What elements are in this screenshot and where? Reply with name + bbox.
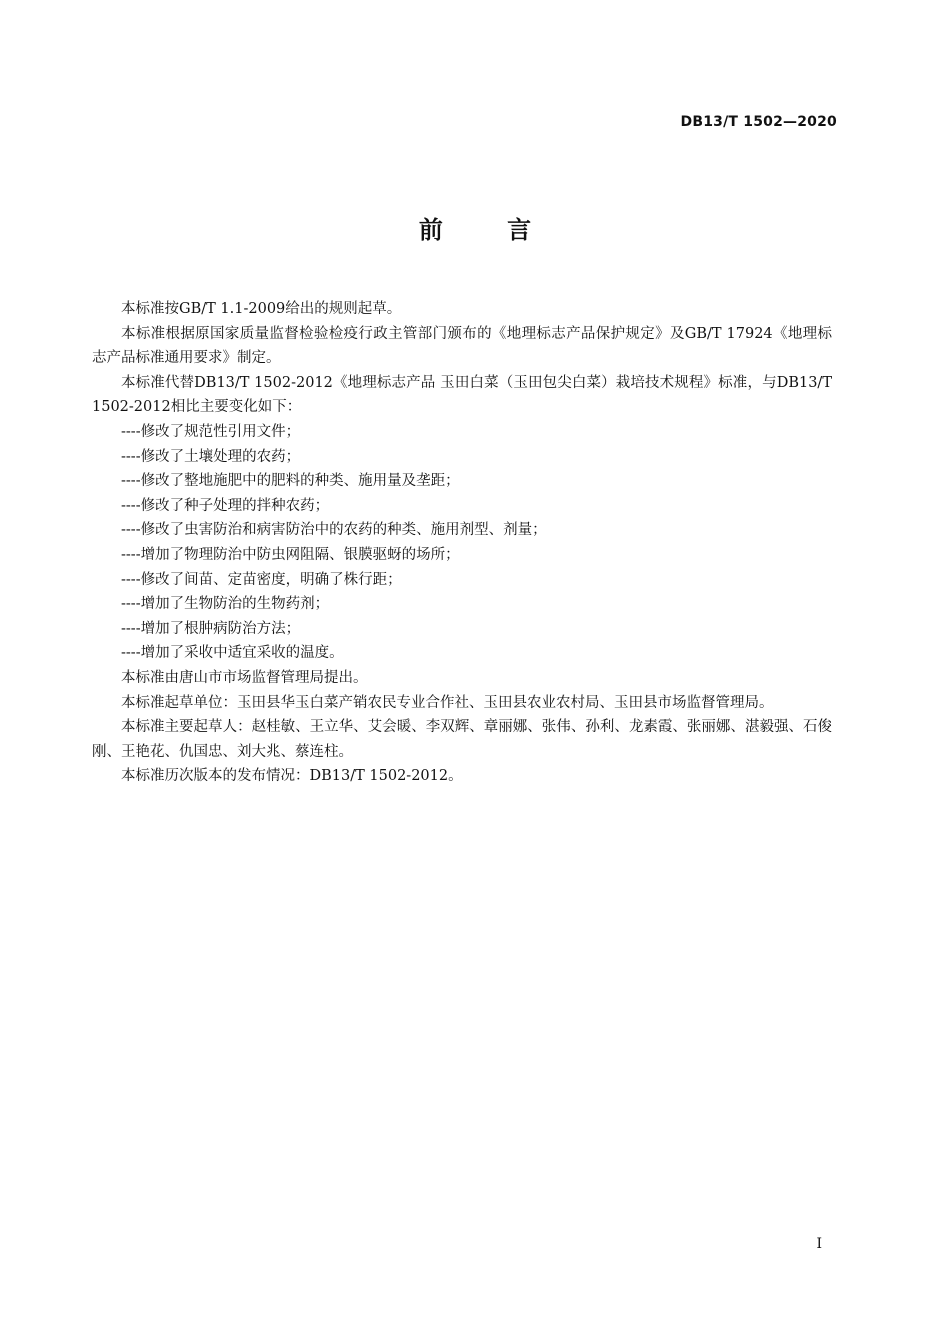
paragraph-drafting-rules: 本标准按GB/T 1.1-2009给出的规则起草。 bbox=[121, 301, 402, 317]
list-item: ----修改了整地施肥中的肥料的种类、施用量及垄距； bbox=[121, 473, 460, 490]
list-item: ----增加了生物防治的生物药剂； bbox=[121, 596, 330, 613]
paragraph-version-history: 本标准历次版本的发布情况：DB13/T 1502-2012。 bbox=[121, 768, 463, 785]
changes-list bbox=[92, 420, 832, 666]
paragraph-proposer: 本标准由唐山市市场监督管理局提出。 bbox=[121, 669, 368, 686]
list-item: ----增加了采收中适宜采收的温度。 bbox=[121, 645, 344, 662]
paragraph-replacement: 本标准代替DB13/T 1502-2012《地理标志产品 玉田白菜（玉田包尖白菜）栽培技术规程》标准，与DB13/T 1502-2012相比主要变化如下： bbox=[92, 374, 832, 416]
paragraph-basis: 本标准根据原国家质量监督检验检疫行政主管部门颁布的《地理标志产品保护规定》及GB/T 17924《地理标志产品标准通用要求》制定。 bbox=[92, 325, 832, 367]
list-item: ----增加了物理防治中防虫网阻隔、银膜驱蚜的场所； bbox=[121, 546, 460, 563]
list-item: ----修改了规范性引用文件； bbox=[121, 423, 301, 440]
paragraph-drafters: 本标准主要起草人：赵桂敏、王立华、艾会暖、李双辉、章丽娜、张伟、孙利、龙素霞、张丽娜、湛毅强、石俊刚、王艳花、仇国忠、刘大兆、蔡连柱。 bbox=[92, 719, 832, 760]
foreword-body bbox=[92, 297, 832, 789]
list-item: ----修改了虫害防治和病害防治中的农药的种类、施用剂型、剂量； bbox=[121, 522, 547, 539]
list-item: ----修改了种子处理的拌种农药； bbox=[121, 497, 330, 514]
document-code: DB13/T 1502—2020 bbox=[680, 114, 837, 130]
page-number: I bbox=[816, 1236, 822, 1252]
paragraph-drafting-units: 本标准起草单位：玉田县华玉白菜产销农民专业合作社、玉田县农业农村局、玉田县市场监督管理局。 bbox=[121, 694, 774, 711]
page-title: 前 言 bbox=[418, 216, 560, 244]
list-item: ----修改了间苗、定苗密度，明确了株行距； bbox=[121, 571, 402, 588]
list-item: ----修改了土壤处理的农药； bbox=[121, 448, 301, 465]
list-item: ----增加了根肿病防治方法； bbox=[121, 620, 301, 637]
